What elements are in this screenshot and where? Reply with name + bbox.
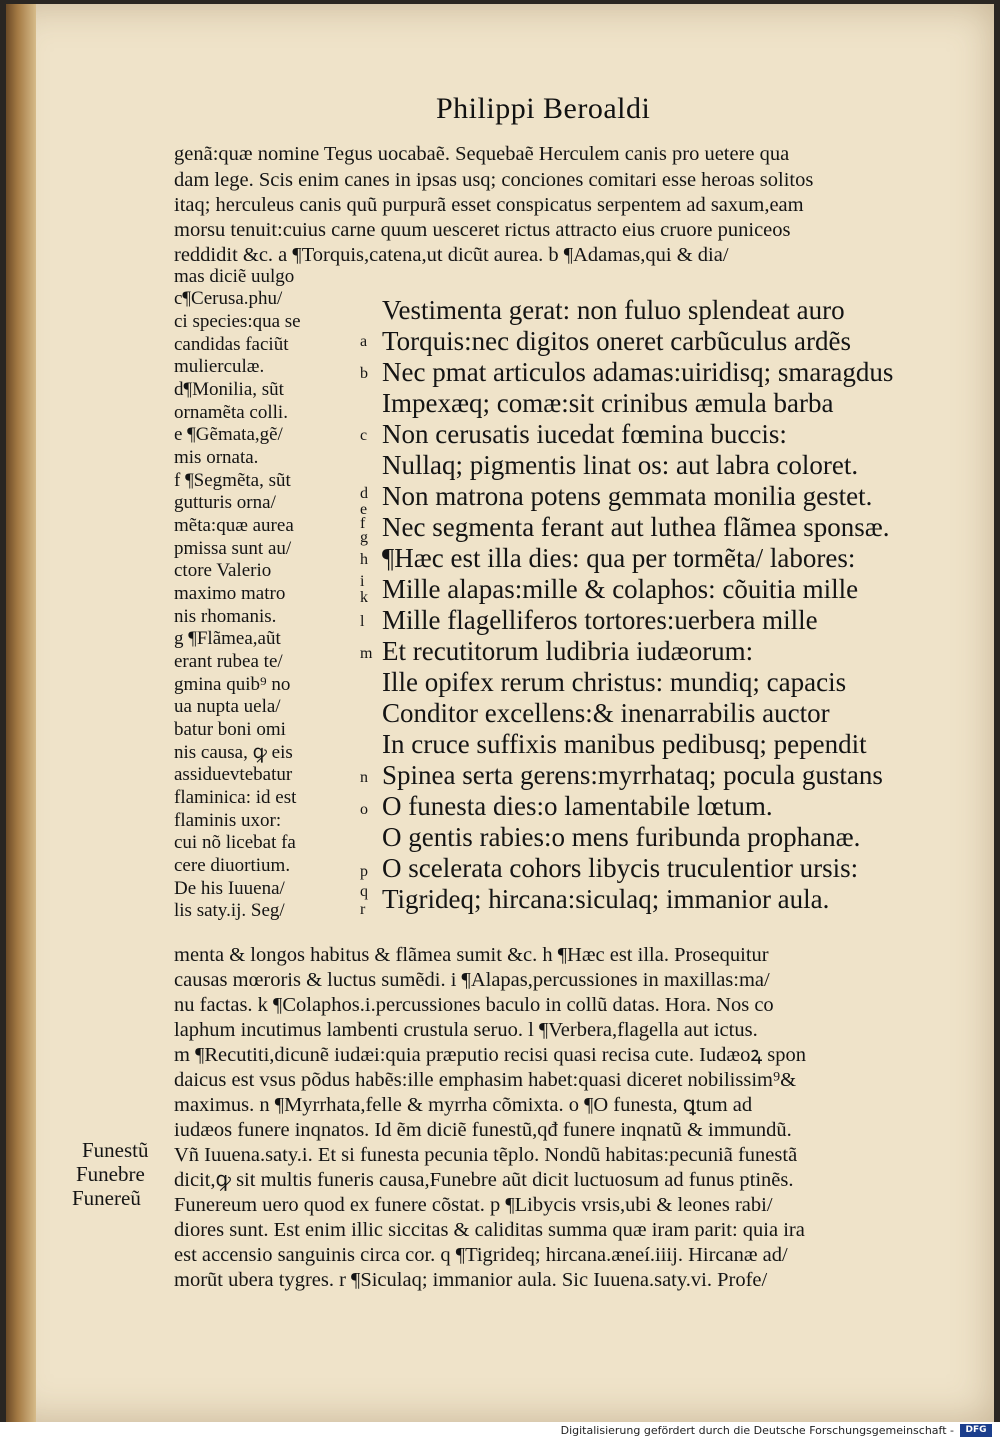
verse-mark: e [360,501,368,518]
commentary-line: Funereum uero quod ex funere cõstat. p ¶Libycis vrsis,ubi & leones rabi/ [174,1194,773,1216]
gloss-line: gmina quib⁹ no [174,674,291,695]
dfg-logo: DFG [960,1424,992,1437]
gloss-line: nis rhomanis. [174,606,277,627]
gloss-line: batur boni omi [174,719,286,740]
verse-mark: b [360,365,368,382]
verse-line: Impexæq; comæ:sit crinibus æmula barba [382,388,834,418]
commentary-line: maximus. n ¶Myrrhata,felle & myrrha cõmixta. o ¶O funesta, ꝗtum ad [174,1094,753,1116]
commentary-line: morsu tenuit:cuius carne quum uesceret rictus attracto eius cruore puniceos [174,219,791,241]
gloss-line: mis ornata. [174,447,259,468]
verse-mark: l [360,613,365,630]
verse-line: Tigrideq; hircana:siculaq; immanior aula. [382,884,830,914]
margin-note: Funereũ [72,1186,141,1210]
gloss-line: flaminis uxor: [174,810,282,831]
commentary-line: iudæos funere inqnatos. Id ẽm diciẽ funestũ,qđ funere inqnatũ & immundũ. [174,1119,792,1141]
gloss-line: pmissa sunt au/ [174,538,292,559]
gloss-line: cere diuortium. [174,855,291,876]
gloss-line: mulierculæ. [174,356,265,377]
gloss-line: gutturis orna/ [174,492,276,513]
gloss-line: mẽta:quæ aurea [174,515,294,536]
gloss-line: ornamẽta colli. [174,402,288,423]
verse-line: Torquis:nec digitos oneret carbũculus ardẽs [382,326,851,356]
book-spine [6,4,36,1422]
verse-line: Spinea serta gerens:myrrhataq; pocula gustans [382,760,883,790]
verse-mark: g [360,529,368,546]
gloss-line: erant rubea te/ [174,651,283,672]
commentary-line: diores sunt. Est enim illic siccitas & caliditas summa quæ iram parit: quia ira [174,1219,805,1241]
verse-line: Nec segmenta ferant aut luthea flãmea sponsæ. [382,512,890,542]
commentary-line: dicit,ꝙ sit multis funeris causa,Funebre aũt dicit luctuosum ad funus ptinẽs. [174,1169,794,1191]
verse-mark: c [360,427,368,444]
commentary-line: reddidit &c. a ¶Torquis,catena,ut dicũt aurea. b ¶Adamas,qui & dia/ [174,244,729,266]
gloss-line: d¶Monilia, sũt [174,379,284,400]
commentary-line: menta & longos habitus & flãmea sumit &c. h ¶Hæc est illa. Prosequitur [174,944,769,966]
commentary-line: itaq; herculeus canis quũ purpurã esset conspicatus serpentem ad saxum,eam [174,194,804,216]
verse-mark: a [360,333,368,350]
verse-line: Non matrona potens gemmata monilia gestet. [382,481,873,511]
commentary-line: morũt ubera tygres. r ¶Siculaq; immanior aula. Sic Iuuena.saty.vi. Profe/ [174,1269,768,1291]
gloss-line: c¶Cerusa.phu/ [174,288,283,309]
verse-line: Ille opifex rerum christus: mundiq; capacis [382,667,847,697]
gloss-line: g ¶Flãmea,aũt [174,628,281,649]
verse-mark: p [360,863,368,880]
verse-line: Mille alapas:mille & colaphos: cõuitia mille [382,574,859,604]
gloss-line: candidas faciũt [174,334,289,355]
verse-line: Nec pmat articulos adamas:uiridisq; smaragdus [382,357,894,387]
verse-line: Non cerusatis iucedat fœmina buccis: [382,419,787,449]
verse-mark: d [360,485,368,502]
gloss-line: lis saty.ij. Seg/ [174,900,285,921]
commentary-line: m ¶Recutiti,dicunẽ iudæi:quia præputio recisi quasi recisa cute. Iudæoꝝ spon [174,1044,807,1066]
commentary-line: causas mœroris & luctus sumẽdi. i ¶Alapas,percussiones in maxillas:ma/ [174,969,770,991]
page-header: Philippi Beroaldi [436,92,651,125]
gloss-line: mas diciẽ uulgo [174,266,295,287]
verse-mark: q [360,883,368,900]
footer-credit: Digitalisierung gefördert durch die Deutsche Forschungsgemeinschaft - [560,1424,954,1437]
gloss-line: flaminica: id est [174,787,297,808]
digitization-footer [0,1422,1000,1440]
verse-line: O funesta dies:o lamentabile lœtum. [382,791,773,821]
margin-note: Funebre [76,1162,145,1186]
gloss-line: ci species:qua se [174,311,301,332]
verse-line: ¶Hæc est illa dies: qua per tormẽta/ labores: [382,543,856,573]
gloss-line: maximo matro [174,583,286,604]
gloss-line: assiduevtebatur [174,764,293,785]
commentary-line: daicus est vsus põdus habẽs:ille emphasim habet:quasi diceret nobilissim⁹& [174,1069,797,1091]
verse-mark: n [360,769,368,786]
commentary-line: est accensio sanguinis circa cor. q ¶Tigrideq; hircana.æneí.iiij. Hircanæ ad/ [174,1244,788,1266]
gloss-line: ctore Valerio [174,560,272,581]
verse-line: Conditor excellens:& inenarrabilis auctor [382,698,830,728]
gloss-line: f ¶Segmẽta, sũt [174,470,291,491]
verse-line: O gentis rabies:o mens furibunda prophanæ. [382,822,861,852]
gloss-line: nis causa, ꝙ eis [174,742,293,763]
verse-mark: h [360,551,368,568]
verse-line: O scelerata cohors libycis truculentior ursis: [382,853,859,883]
commentary-line: nu factas. k ¶Colaphos.i.percussiones baculo in collũ datas. Hora. Nos co [174,994,774,1016]
verse-mark: o [360,801,368,818]
commentary-line: dam lege. Scis enim canes in ipsas usq; conciones comitari esse heroas solitos [174,169,814,191]
verse-line: Et recutitorum ludibria iudæorum: [382,636,754,666]
commentary-line: genã:quæ nomine Tegus uocabaẽ. Sequebaẽ Herculem canis pro uetere qua [174,143,790,165]
book-page [6,4,994,1422]
commentary-line: laphum incutimus lambenti crustula seruo. l ¶Verbera,flagella aut ictus. [174,1019,758,1041]
verse-line: Vestimenta gerat: non fuluo splendeat auro [382,295,845,325]
margin-note: Funestũ [82,1138,149,1162]
verse-mark: r [360,901,366,918]
verse-line: Nullaq; pigmentis linat os: aut labra coloret. [382,450,859,480]
verse-mark: i [360,573,365,590]
commentary-line: Vñ Iuuena.saty.i. Et si funesta pecunia tẽplo. Nondũ habitas:pecuniã funestã [174,1144,798,1166]
verse-line: Mille flagelliferos tortores:uerbera mille [382,605,818,635]
gloss-line: De his Iuuena/ [174,878,285,899]
gloss-line: ua nupta uela/ [174,696,281,717]
verse-mark: f [360,515,366,532]
verse-line: In cruce suffixis manibus pedibusq; pependit [382,729,867,759]
gloss-line: cui nõ licebat fa [174,832,296,853]
verse-mark: m [360,645,373,662]
gloss-line: e ¶Gẽmata,gẽ/ [174,424,283,445]
verse-mark: k [360,589,368,606]
